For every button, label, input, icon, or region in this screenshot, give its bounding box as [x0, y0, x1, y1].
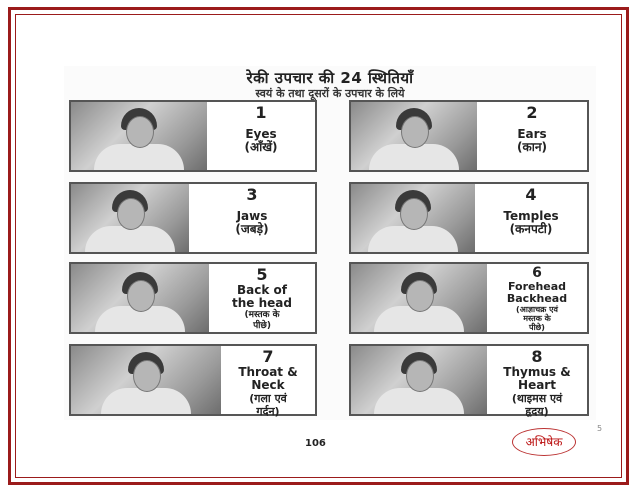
- position-label: the head: [232, 296, 292, 310]
- position-hindi: (मस्तक के: [244, 310, 280, 320]
- chart-subtitle: स्वयं के तथा दूसरों के उपचार के लिये: [255, 87, 405, 100]
- position-hindi: (आँखें): [244, 140, 278, 154]
- page-number: 106: [305, 438, 326, 449]
- position-card-7: [69, 344, 317, 416]
- photo-jaws: [71, 184, 189, 252]
- position-number: 2: [526, 103, 538, 122]
- corner-number: 5: [597, 424, 603, 433]
- position-card-3: [69, 182, 317, 254]
- position-hindi: गर्दन): [256, 405, 280, 418]
- photo-throat-neck: [71, 346, 221, 414]
- position-hindi: हृदय): [525, 405, 549, 418]
- position-label: Backhead: [506, 292, 568, 305]
- photo-temples: [351, 184, 475, 252]
- photo-forehead-backhead: [351, 264, 487, 332]
- position-hindi: (जबड़े): [235, 222, 269, 236]
- photo-ears: [351, 102, 477, 170]
- photo-back-of-head: [71, 264, 209, 332]
- position-label: Eyes: [245, 127, 277, 141]
- signature-stamp: अभिषेक: [512, 428, 576, 456]
- position-card-5: [69, 262, 317, 334]
- position-hindi: (थाइमस एवं: [511, 392, 563, 405]
- position-card-1: [69, 100, 317, 172]
- position-hindi: (आज्ञाचक्र एवं: [516, 305, 558, 314]
- position-number: 8: [531, 347, 543, 366]
- position-label: Neck: [251, 378, 285, 392]
- position-label: Thymus &: [503, 365, 571, 379]
- position-card-4: [349, 182, 589, 254]
- photo-thymus-heart: [351, 346, 487, 414]
- scanned-chart: [64, 66, 596, 420]
- position-hindi: (गला एवं: [249, 392, 287, 405]
- position-hindi: मस्तक के: [523, 314, 551, 323]
- position-label: Heart: [518, 378, 556, 392]
- position-label: Back of: [237, 283, 287, 297]
- position-number: 6: [532, 265, 542, 281]
- position-number: 7: [262, 347, 274, 366]
- position-number: 1: [255, 103, 267, 122]
- position-label: Forehead: [507, 280, 567, 293]
- position-hindi: (कान): [517, 140, 547, 154]
- position-number: 4: [525, 185, 537, 204]
- position-label: Ears: [517, 127, 547, 141]
- position-hindi: पीछे): [529, 323, 545, 332]
- position-card-2: [349, 100, 589, 172]
- position-number: 3: [246, 185, 258, 204]
- photo-eyes: [71, 102, 207, 170]
- position-card-6: [349, 262, 589, 334]
- position-number: 5: [256, 265, 268, 284]
- position-hindi: (कनपटी): [509, 222, 553, 236]
- position-hindi: पीछे): [253, 321, 271, 331]
- chart-title: रेकी उपचार की 24 स्थितियाँ: [246, 69, 414, 87]
- position-label: Jaws: [236, 209, 268, 223]
- position-label: Temples: [503, 209, 559, 223]
- position-card-8: [349, 344, 589, 416]
- position-label: Throat &: [238, 365, 298, 379]
